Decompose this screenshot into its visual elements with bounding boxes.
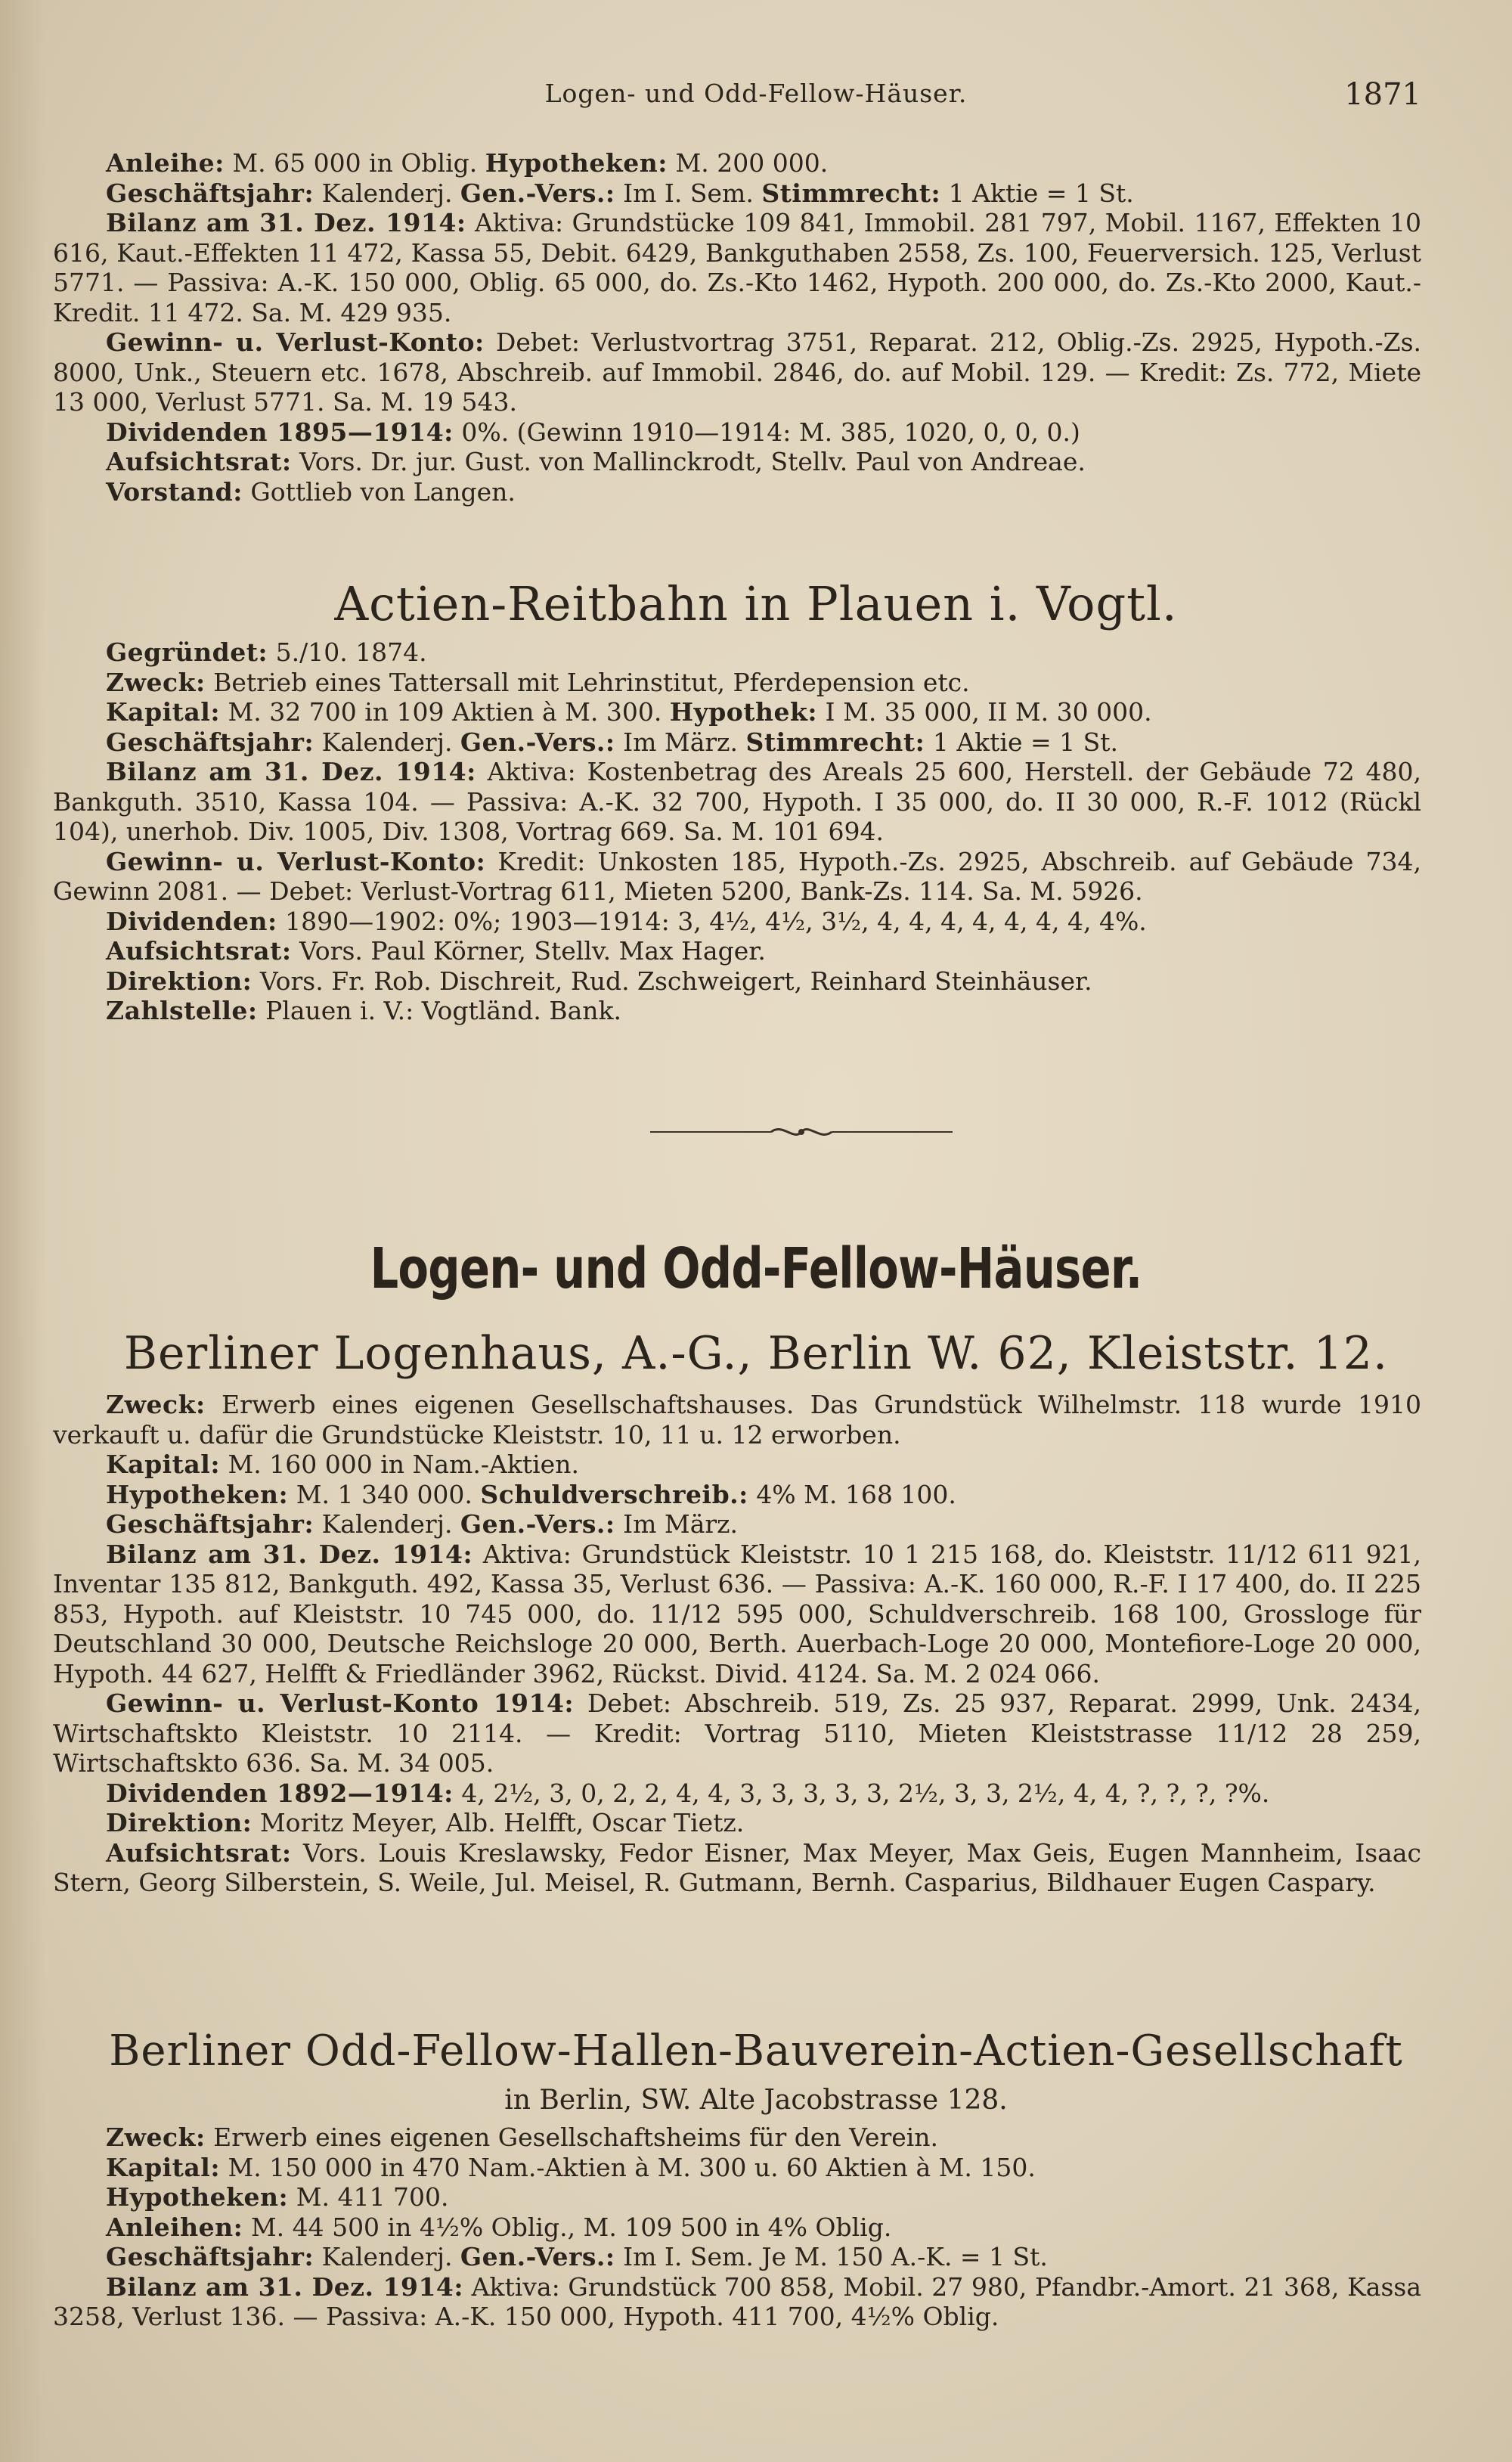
zweck-line: Zweck: Erwerb eines eigenen Gesellschaftsheims für den Verein. [106, 2122, 939, 2152]
top-entry [53, 148, 1421, 507]
reitbahn-title: Actien-Reitbahn in Plauen i. Vogtl. [334, 576, 1178, 631]
logenhaus-title: Berliner Logenhaus, A.-G., Berlin W. 62, Kleiststr. 12. [123, 1327, 1389, 1380]
bilanz-paragraph: Bilanz am 31. Dez. 1914: Aktiva: Grundstück Kleiststr. 10 1 215 168, do. Kleiststr. 11/12 611 921, Inventar 135 812, Bankguth. 492, Kassa 35, Verlust 636. — Passiva: A.-K. 160 000, R.-F. I 17 400, do. II 225 853, Hypoth. auf Kleiststr. 10 745 000, do. 11/12 595 000, Schuldverschreib. 168 100, Grossloge für Deutschland 30 000, Deutsche Reichsloge 20 000, Berth. Auerbach-Loge 20 000, Montefiore-Loge 20 000, Hypoth. 44 627, Helfft & Friedländer 3962, Rückst. Divid. 4124. Sa. M. 2 024 066. [53, 1539, 1421, 1688]
anleihen-line: Anleihen: M. 44 500 in 4½% Oblig., M. 109 500 in 4% Oblig. [106, 2212, 892, 2242]
dividenden-line: Dividenden: 1890—1902: 0%; 1903—1914: 3, 4½, 4½, 3½, 4, 4, 4, 4, 4, 4, 4, 4%. [106, 906, 1147, 936]
direktion-line: Direktion: Moritz Meyer, Alb. Helfft, Oscar Tietz. [106, 1808, 745, 1837]
hypotheken-line: Hypotheken: M. 411 700. [106, 2182, 449, 2212]
geschaeftsjahr-line: Geschäftsjahr: Kalenderj. Gen.-Vers.: Im März. [106, 1509, 739, 1539]
ornament-divider [643, 1123, 960, 1141]
geschaeftsjahr-line: Geschäftsjahr: Kalenderj. Gen.-Vers.: Im März. Stimmrecht: 1 Aktie = 1 St. [106, 727, 1118, 757]
gewinn-verlust-paragraph: Gewinn- u. Verlust-Konto: Debet: Verlustvortrag 3751, Reparat. 212, Oblig.-Zs. 2925, Hypoth.-Zs. 8000, Unk., Steuern etc. 1678, Abschreib. auf Immobil. 2846, do. auf Mobil. 129. — Kredit: Zs. 772, Miete 13 000, Verlust 5771. Sa. M. 19 543. [53, 327, 1421, 417]
geschaeftsjahr-line: Geschäftsjahr: Kalenderj. Gen.-Vers.: Im I. Sem. Je M. 150 A.-K. = 1 St. [106, 2242, 1048, 2271]
gewinn-verlust-paragraph: Gewinn- u. Verlust-Konto 1914: Debet: Abschreib. 519, Zs. 25 937, Reparat. 2999, Unk. 2434, Wirtschaftskto Kleiststr. 10 2114. — Kredit: Vortrag 5110, Mieten Kleiststrasse 11/12 28 259, Wirtschaftskto 636. Sa. M. 34 005. [53, 1688, 1421, 1778]
gewinn-verlust-paragraph: Gewinn- u. Verlust-Konto: Kredit: Unkosten 185, Hypoth.-Zs. 2925, Abschreib. auf Gebäude 734, Gewinn 2081. — Debet: Verlust-Vortrag 611, Mieten 5200, Bank-Zs. 114. Sa. M. 5926. [53, 846, 1421, 906]
hypotheken-line: Hypotheken: M. 1 340 000. Schuldverschreib.: 4% M. 168 100. [106, 1479, 956, 1509]
aufsichtsrat-line: Aufsichtsrat: Vors. Paul Körner, Stellv. Max Hager. [106, 936, 766, 966]
zahlstelle-line: Zahlstelle: Plauen i. V.: Vogtländ. Bank. [106, 996, 622, 1025]
page-number: 1871 [1344, 77, 1421, 112]
dividenden-line: Dividenden 1892—1914: 4, 2½, 3, 0, 2, 2, 4, 4, 3, 3, 3, 3, 3, 2½, 3, 3, 2½, 4, 4, ?, ?, ?, ?%. [106, 1778, 1270, 1808]
zweck-line: Zweck: Betrieb eines Tattersall mit Lehrinstitut, Pferdepension etc. [106, 667, 970, 697]
bilanz-paragraph: Bilanz am 31. Dez. 1914: Aktiva: Grundstücke 109 841, Immobil. 281 797, Mobil. 1167, Effekten 10 616, Kaut.-Effekten 11 472, Kassa 55, Debit. 6429, Bankguthaben 2558, Zs. 100, Feuerversich. 125, Verlust 5771. — Passiva: A.-K. 150 000, Oblig. 65 000, do. Zs.-Kto 1462, Hypoth. 200 000, do. Zs.-Kto 2000, Kaut.-Kredit. 11 472. Sa. M. 429 935. [53, 208, 1421, 327]
bilanz-paragraph: Bilanz am 31. Dez. 1914: Aktiva: Kostenbetrag des Areals 25 600, Herstell. der Gebäude 72 480, Bankguth. 3510, Kassa 104. — Passiva: A.-K. 32 700, Hypoth. I 35 000, do. II 30 000, R.-F. 1012 (Rückl 104), unerhob. Div. 1005, Div. 1308, Vortrag 669. Sa. M. 101 694. [53, 757, 1421, 846]
vorstand-line: Vorstand: Gottlieb von Langen. [106, 476, 516, 507]
zweck-paragraph: Zweck: Erwerb eines eigenen Gesellschaftshauses. Das Grundstück Wilhelmstr. 118 wurde 1910 verkauft u. dafür die Grundstücke Kleiststr. 10, 11 u. 12 erworben. [53, 1390, 1421, 1450]
kapital-line: Kapital: M. 32 700 in 109 Aktien à M. 300. Hypothek: I M. 35 000, II M. 30 000. [106, 697, 1152, 727]
geschaeftsjahr-line: Geschäftsjahr: Kalenderj. Gen.-Vers.: Im I. Sem. Stimmrecht: 1 Aktie = 1 St. [106, 178, 1134, 208]
aufsichtsrat-paragraph: Aufsichtsrat: Vors. Louis Kreslawsky, Fedor Eisner, Max Meyer, Max Geis, Eugen Mannheim, Isaac Stern, Georg Silberstein, S. Weile, Jul. Meisel, R. Gutmann, Bernh. Casparius, Bildhauer Eugen Caspary. [53, 1837, 1421, 1897]
kapital-line: Kapital: M. 150 000 in 470 Nam.-Aktien à M. 300 u. 60 Aktien à M. 150. [106, 2152, 1036, 2182]
oddfellow-subtitle: in Berlin, SW. Alte Jacobstrasse 128. [504, 2085, 1008, 2116]
aufsichtsrat-line: Aufsichtsrat: Vors. Dr. jur. Gust. von Mallinckrodt, Stellv. Paul von Andreae. [106, 447, 1086, 476]
reitbahn-entry [53, 637, 1421, 1026]
kapital-line: Kapital: M. 160 000 in Nam.-Aktien. [106, 1450, 579, 1479]
oddfellow-title: Berliner Odd-Fellow-Hallen-Bauverein-Actien-Gesellschaft [109, 2026, 1403, 2076]
gegruendet-line: Gegründet: 5./10. 1874. [106, 637, 427, 667]
anleihe-line: Anleihe: M. 65 000 in Oblig. Hypotheken: M. 200 000. [106, 148, 829, 178]
dividenden-line: Dividenden 1895—1914: 0%. (Gewinn 1910—1914: M. 385, 1020, 0, 0, 0.) [106, 417, 1080, 447]
logenhaus-entry [53, 1390, 1421, 1898]
oddfellow-entry [53, 2122, 1421, 2332]
bilanz-paragraph: Bilanz am 31. Dez. 1914: Aktiva: Grundstück 700 858, Mobil. 27 980, Pfandbr.-Amort. 21 368, Kassa 3258, Verlust 136. — Passiva: A.-K. 150 000, Hypoth. 411 700, 4½% Oblig. [53, 2271, 1421, 2331]
direktion-line: Direktion: Vors. Fr. Rob. Dischreit, Rud. Zschweigert, Reinhard Steinhäuser. [106, 966, 1092, 996]
page-header [0, 79, 1512, 124]
section-heading: Logen- und Odd-Fellow-Häuser. [370, 1236, 1142, 1301]
running-title: Logen- und Odd-Fellow-Häuser. [544, 79, 968, 108]
